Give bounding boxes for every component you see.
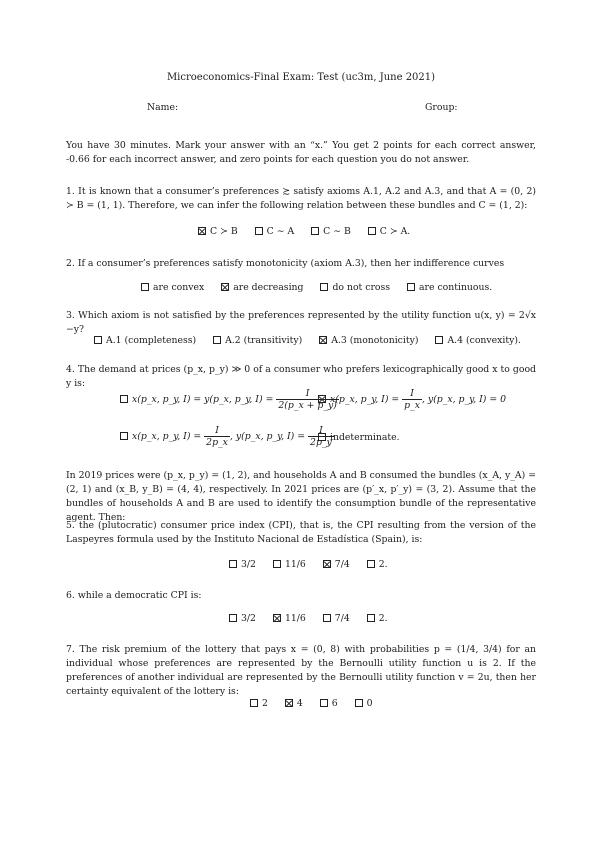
checkbox-icon[interactable]	[367, 614, 375, 622]
q3-option-a[interactable]: A.1 (completeness)	[94, 335, 196, 346]
group-label: Group:	[425, 102, 458, 113]
checkbox-checked-icon[interactable]	[273, 614, 281, 622]
q4-option-b[interactable]: x(p_x, p_y, I) = $\frac{I}{p\_x}$ , y(p_x, p_y, I) = 0	[318, 388, 506, 411]
checkbox-icon[interactable]	[94, 336, 102, 344]
checkbox-icon[interactable]	[355, 699, 363, 707]
checkbox-icon[interactable]	[120, 432, 128, 440]
q6-option-d[interactable]: 2.	[367, 613, 388, 624]
q7-option-d[interactable]: 0	[355, 698, 373, 709]
q2-option-b[interactable]: are decreasing	[221, 282, 303, 293]
checkbox-icon[interactable]	[368, 227, 376, 235]
context-paragraph: In 2019 prices were (p_x, p_y) = (1, 2), and households A and B consumed the bundles (x_A, y_A) = (2, 1) and (x_B, y_B) = (4, 4), respectively. In 2021 prices are (p′_x, p′_y) = (3, 2). Assume that the bundles of households A and B are used to identify the consumption bundle of the representative agent. Then:	[66, 470, 536, 523]
checkbox-checked-icon[interactable]	[285, 699, 293, 707]
q5-option-c[interactable]: 7/4	[323, 559, 350, 570]
checkbox-icon[interactable]	[318, 433, 326, 441]
q1-option-d[interactable]: C ≻ A.	[368, 226, 410, 237]
checkbox-icon[interactable]	[367, 560, 375, 568]
question-5-text: 5. the (plutocratic) consumer price index (CPI), that is, the CPI resulting from the version of the Laspeyres formula used by the Instituto Nacional de Estadística (Spain), is:	[66, 520, 536, 545]
q6-option-b[interactable]: 11/6	[273, 613, 306, 624]
q3-option-d[interactable]: A.4 (convexity).	[435, 335, 521, 346]
instructions: You have 30 minutes. Mark your answer with an “x.” You get 2 points for each correct answer, -0.66 for each incorrect answer, and zero points for each question you do not answer.	[66, 140, 536, 165]
q5-option-b[interactable]: 11/6	[273, 559, 306, 570]
checkbox-icon[interactable]	[311, 227, 319, 235]
checkbox-icon[interactable]	[229, 560, 237, 568]
checkbox-checked-icon[interactable]	[319, 336, 327, 344]
q1-option-b[interactable]: C ∼ A	[255, 226, 295, 237]
question-1-text: 1. It is known that a consumer’s preferences ≿ satisfy axioms A.1, A.2 and A.3, and that A = (0, 2) ≻ B = (1, 1). Therefore, we can infer the following relation between these bundles and C = (1, 2):	[66, 186, 536, 211]
exam-title: Microeconomics-Final Exam: Test (uc3m, June 2021)	[166, 72, 436, 83]
question-2-text: 2. If a consumer’s preferences satisfy monotonicity (axiom A.3), then her indifference curves	[66, 258, 505, 269]
question-1-options	[198, 225, 424, 239]
checkbox-icon[interactable]	[120, 395, 128, 403]
q2-option-c[interactable]: do not cross	[320, 282, 390, 293]
checkbox-icon[interactable]	[320, 283, 328, 291]
q3-option-c[interactable]: A.3 (monotonicity)	[319, 335, 418, 346]
name-label: Name:	[147, 102, 179, 113]
fraction: $\frac{I}{2p\_x}$	[206, 425, 228, 449]
checkbox-icon[interactable]	[229, 614, 237, 622]
q6-option-c[interactable]: 7/4	[323, 613, 350, 624]
checkbox-icon[interactable]	[250, 699, 258, 707]
q4-option-c[interactable]: x(p_x, p_y, I) = $\frac{I}{2p\_x}$ , y(p_x, p_y, I) = $\frac{I}{2p\_y}$	[120, 425, 334, 448]
question-6-options	[229, 612, 402, 626]
fraction: $\frac{I}{2p\_y}$	[310, 425, 332, 449]
checkbox-icon[interactable]	[213, 336, 221, 344]
question-7-options	[250, 697, 387, 711]
checkbox-icon[interactable]	[255, 227, 263, 235]
q7-option-b[interactable]: 4	[285, 698, 303, 709]
question-3-options	[94, 334, 535, 348]
q5-option-a[interactable]: 3/2	[229, 559, 256, 570]
fraction: $\frac{I}{2(p\_x + p\_y)}$	[278, 388, 337, 412]
q4-option-a[interactable]: x(p_x, p_y, I) = y(p_x, p_y, I) = $\frac{I}{2(p\_x + p\_y)}$	[120, 388, 339, 411]
question-4-text: 4. The demand at prices (p_x, p_y) ≫ 0 of a consumer who prefers lexicographically good x to good y is:	[66, 364, 536, 389]
q7-option-a[interactable]: 2	[250, 698, 268, 709]
q7-option-c[interactable]: 6	[320, 698, 338, 709]
q2-option-d[interactable]: are continuous.	[407, 282, 492, 293]
checkbox-icon[interactable]	[435, 336, 443, 344]
question-7-text: 7. The risk premium of the lottery that pays x = (0, 8) with probabilities p = (1/4, 3/4) for an individual whose preferences are represented by the Bernoulli utility function u is 2. If the preferences of another individual are represented by the Bernoulli utility function v = 2u, then her certainty equivalent of the lottery is:	[66, 644, 536, 697]
question-2-options	[141, 281, 506, 295]
checkbox-icon[interactable]	[320, 699, 328, 707]
checkbox-checked-icon[interactable]	[198, 227, 206, 235]
checkbox-icon[interactable]	[141, 283, 149, 291]
question-6-text: 6. while a democratic CPI is:	[66, 590, 202, 601]
q1-option-a[interactable]: C ≻ B	[198, 226, 238, 237]
checkbox-checked-icon[interactable]	[323, 560, 331, 568]
q1-option-c[interactable]: C ∼ B	[311, 226, 351, 237]
question-5-options	[229, 558, 402, 572]
q5-option-d[interactable]: 2.	[367, 559, 388, 570]
checkbox-icon[interactable]	[273, 560, 281, 568]
q4-option-d[interactable]: indeterminate.	[318, 431, 400, 445]
q6-option-a[interactable]: 3/2	[229, 613, 256, 624]
q3-option-b[interactable]: A.2 (transitivity)	[213, 335, 302, 346]
fraction: $\frac{I}{p\_x}$	[404, 388, 421, 412]
question-3-text: 3. Which axiom is not satisfied by the preferences represented by the utility function u(x, y) = 2√x −y?	[66, 310, 536, 335]
q2-option-a[interactable]: are convex	[141, 282, 204, 293]
checkbox-checked-icon[interactable]	[221, 283, 229, 291]
checkbox-icon[interactable]	[323, 614, 331, 622]
checkbox-icon[interactable]	[407, 283, 415, 291]
checkbox-checked-icon[interactable]	[318, 395, 326, 403]
